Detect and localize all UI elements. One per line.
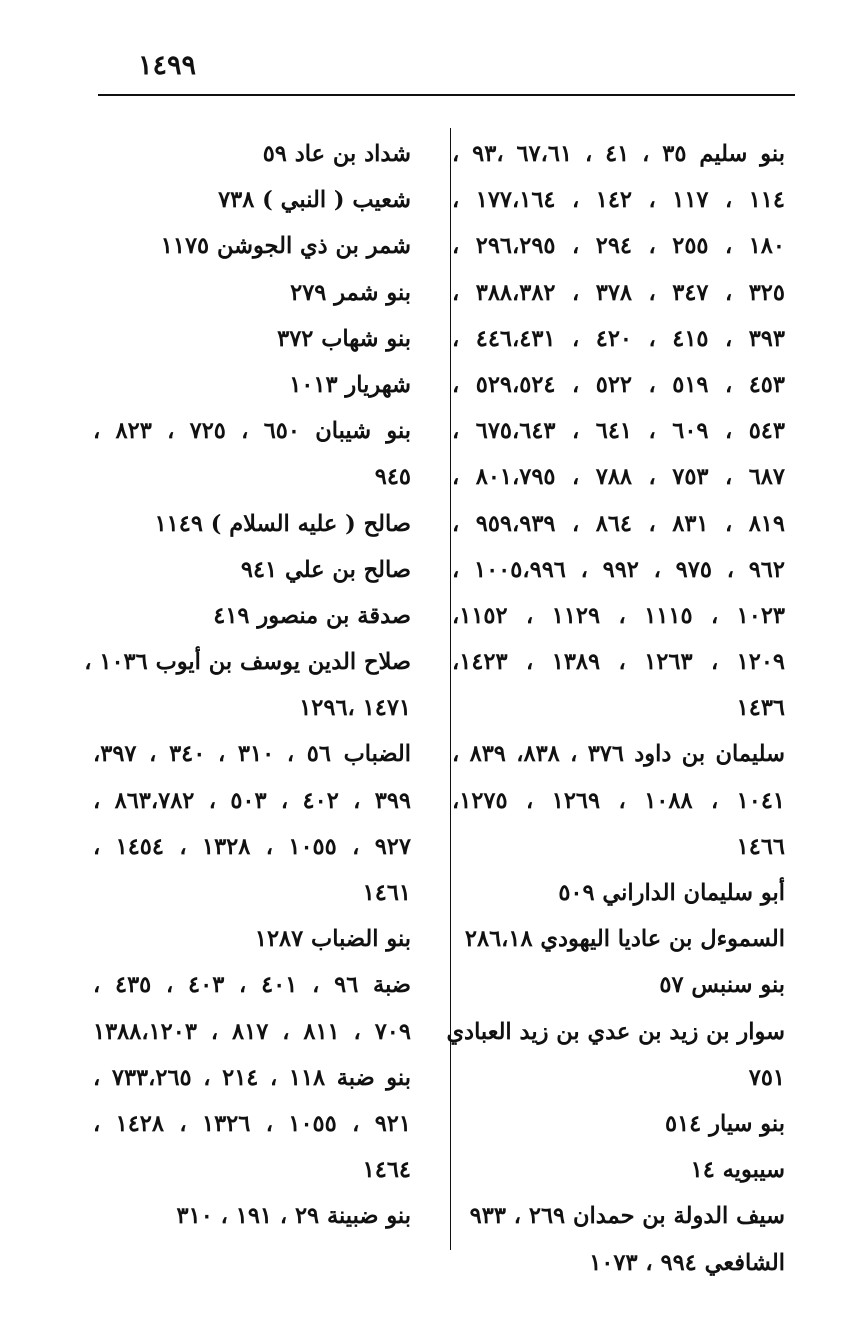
index-column-left [84,131,412,1240]
index-entry-line: ٧٥١ [748,1064,785,1091]
index-entry-line: ١٠٤١ ، ١٠٨٨ ، ١٢٦٩ ، ١٢٧٥، [452,787,786,814]
index-entry-line: الشافعي ٩٩٤ ، ١٠٧٣ [589,1249,785,1276]
index-column-right [446,131,786,1286]
column-divider [450,128,451,1250]
index-entry-line: ٩٢٧ ، ١٠٥٥ ، ١٣٢٨ ، ١٤٥٤ ، [93,833,411,860]
index-entry-line: بنو شيبان ٦٥٠ ، ٧٢٥ ، ٨٢٣ ، [93,418,411,445]
index-entry-line: صدقة بن منصور ٤١٩ [213,602,411,629]
index-entry-line: ٩٦٢ ، ٩٧٥ ، ٩٩٢ ، ١٠٠٥،٩٩٦ ، [452,556,785,583]
index-entry-line: ٤٥٣ ، ٥١٩ ، ٥٢٢ ، ٥٢٩،٥٢٤ ، [452,371,785,398]
index-entry-line: بنو ضبينة ٢٩ ، ١٩١ ، ٣١٠ [176,1203,411,1230]
index-entry-line: بنو ضبة ١١٨ ، ٢١٤ ، ٧٣٣،٢٦٥ ، [93,1064,411,1091]
index-entry-line: شهريار ١٠١٣ [289,371,411,398]
index-entry-line: الضباب ٥٦ ، ٣١٠ ، ٣٤٠ ، ٣٩٧، [93,741,412,768]
header-rule [98,94,795,96]
index-entry-line: بنو سيار ٥١٤ [665,1110,785,1137]
index-entry-line: ٩٢١ ، ١٠٥٥ ، ١٣٢٦ ، ١٤٢٨ ، [93,1110,411,1137]
index-entry-line: سوار بن زيد بن عدي بن زيد العبادي [446,1018,785,1045]
index-entry-line: ١٤٣٦ [736,695,785,722]
index-entry-line: بنو شمر ٢٧٩ [290,279,411,306]
index-entry-line: ٦٨٧ ، ٧٥٣ ، ٧٨٨ ، ٨٠١،٧٩٥ ، [452,464,785,491]
index-entry-line: شمر بن ذي الجوشن ١١٧٥ [160,233,411,260]
index-entry-line: ١٤٦١ [362,880,411,906]
index-entry-line: ٣٢٥ ، ٣٤٧ ، ٣٧٨ ، ٣٨٨،٣٨٢ ، [452,279,785,306]
index-entry-line: صالح بن علي ٩٤١ [240,556,411,583]
index-entry-line: ٥٤٣ ، ٦٠٩ ، ٦٤١ ، ٦٧٥،٦٤٣ ، [452,418,785,445]
index-entry-line: صلاح الدين يوسف بن أيوب ١٠٣٦ ، [84,649,411,676]
index-entry-line: ١٢٠٩ ، ١٢٦٣ ، ١٣٨٩ ، ١٤٢٣، [452,649,786,676]
index-entry-line: ٣٩٩ ، ٤٠٢ ، ٥٠٣ ، ٨٦٣،٧٨٢ ، [93,787,411,814]
index-entry-line: ١٤٦٦ [736,833,785,860]
index-entry-line: ٨١٩ ، ٨٣١ ، ٨٦٤ ، ٩٥٩،٩٣٩ ، [452,510,785,537]
index-entry-line: ١٤٧١ ،١٢٩٦ [299,695,411,722]
index-entry-line: سيف الدولة بن حمدان ٢٦٩ ، ٩٣٣ [469,1203,785,1230]
index-entry-line: ١٤٦٤ [362,1157,411,1184]
index-entry-line: صالح ( عليه السلام ) ١١٤٩ [154,510,411,537]
index-entry-line: بنو سليم ٣٥ ، ٤١ ، ٦٧،٦١ ،٩٣ ، [452,141,785,167]
index-entry-line: ١١٤ ، ١١٧ ، ١٤٢ ، ١٧٧،١٦٤ ، [452,187,785,214]
index-entry-line: ضبة ٩٦ ، ٤٠١ ، ٤٠٣ ، ٤٣٥ ، [93,972,411,999]
index-entry-line: سليمان بن داود ٣٧٦ ، ٨٣٨، ٨٣٩ ، [452,741,785,768]
index-entry-line: ١٠٢٣ ، ١١١٥ ، ١١٢٩ ، ١١٥٢، [452,602,786,629]
index-entry-line: بنو سنبس ٥٧ [659,972,785,999]
index-entry-line: ٣٩٣ ، ٤١٥ ، ٤٢٠ ، ٤٤٦،٤٣١ ، [452,325,785,352]
page-number: ١٤٩٩ [138,50,197,81]
index-entry-line: شداد بن عاد ٥٩ [262,141,411,167]
index-entry-line: ٩٤٥ [374,464,411,491]
index-entry-line: أبو سليمان الداراني ٥٠٩ [558,880,785,906]
index-entry-line: ١٨٠ ، ٢٥٥ ، ٢٩٤ ، ٢٩٦،٢٩٥ ، [452,233,785,260]
index-entry-line: ٧٠٩ ، ٨١١ ، ٨١٧ ، ١٣٨٨،١٢٠٣ [93,1018,411,1045]
index-entry-line: شعيب ( النبي ) ٧٣٨ [218,187,411,214]
index-entry-line: بنو الضباب ١٢٨٧ [254,926,411,953]
index-entry-line: بنو شهاب ٣٧٢ [277,325,411,352]
index-entry-line: السموءل بن عاديا اليهودي ٢٨٦،١٨ [464,926,785,953]
index-entry-line: سيبويه ١٤ [690,1157,785,1184]
